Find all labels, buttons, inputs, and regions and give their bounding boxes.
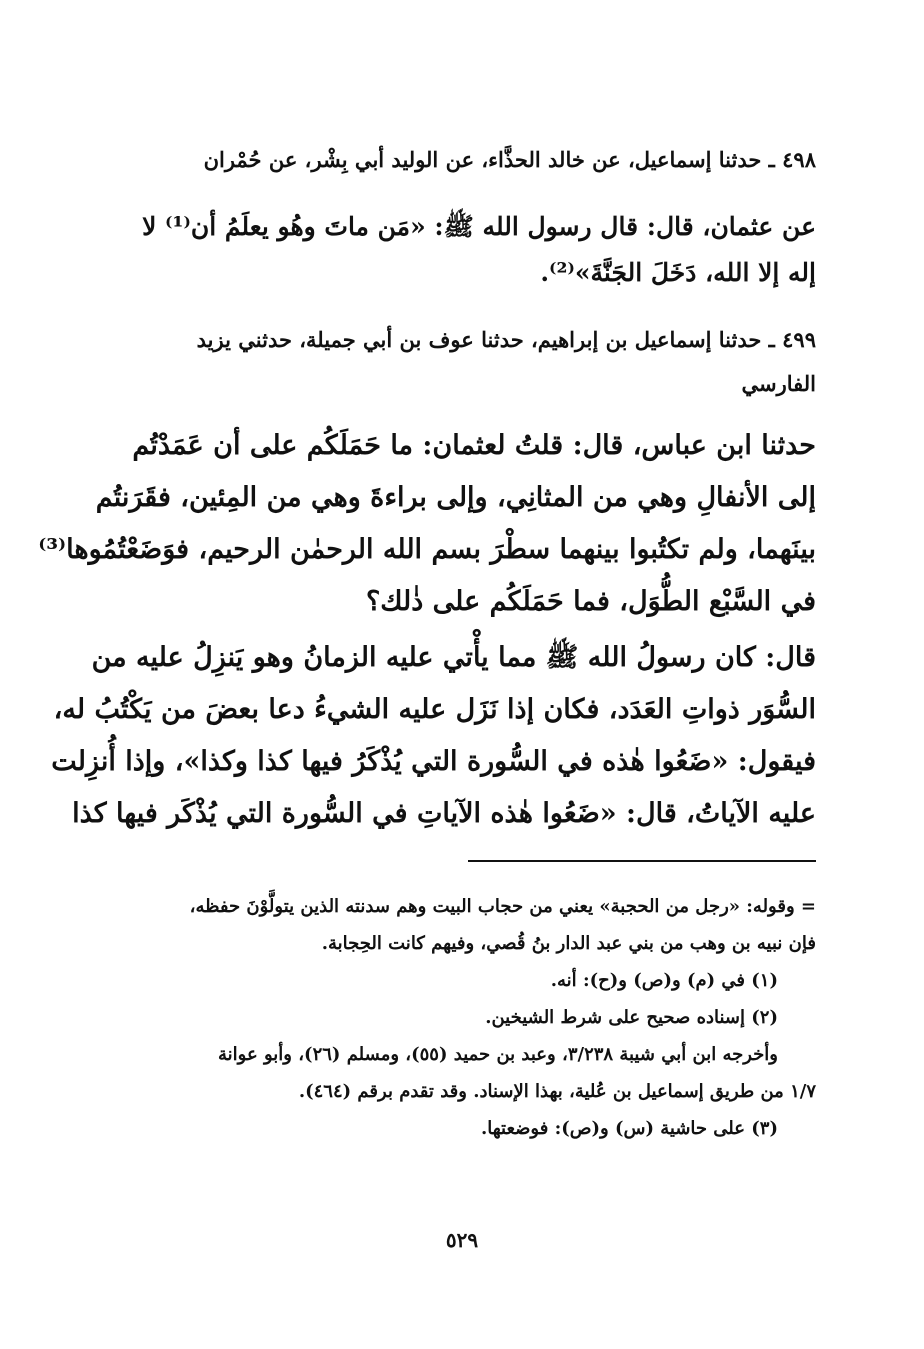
hadith-499-question-line: بينَهما، ولم تكتُبوا بينهما سطْرَ بسم الله الرحمٰن الرحيم، فوَضَعْتُمُوها⁽³⁾ xyxy=(38,534,816,565)
footnote-3: (٣) على حاشية (س) و(ص): فوضعتها. xyxy=(480,1118,778,1139)
hadith-499-answer-line: قال: كان رسولُ الله ﷺ مما يأْتي عليه الزمانُ وهو يَنزِلُ عليه من xyxy=(91,642,816,673)
hadith-498-matn xyxy=(108,204,816,296)
hadith-499-question-line: إلى الأنفالِ وهي من المثانِي، وإلى براءةَ وهي من المِئين، فقَرَنتُم xyxy=(95,482,816,513)
footnote-2-detail: ١/٧ من طريق إسماعيل بن عُلية، بهذا الإسناد. وقد تقدم برقم (٤٦٤). xyxy=(298,1081,816,1102)
footnote-1: (١) في (م) و(ص) و(ح): أنه. xyxy=(550,970,778,991)
hadith-499-answer-line: فيقول: «ضَعُوا هٰذه في السُّورة التي يُذْكَرُ فيها كذا وكذا»، وإذا أُنزِلت xyxy=(51,746,816,777)
footnote-continuation-line: فإن نبيه بن وهب من بني عبد الدار بنُ قُصي، وفيهم كانت الحِجابة. xyxy=(321,933,816,954)
hadith-499-answer-line: عليه الآياتُ، قال: «ضَعُوا هٰذه الآياتِ في السُّورة التي يُذْكَر فيها كذا xyxy=(72,798,816,829)
hadith-498-chain-line: ٤٩٨ ـ حدثنا إسماعيل، عن خالد الحذَّاء، عن الوليد أبي بِشْر، عن حُمْران xyxy=(203,147,816,172)
hadith-499-chain-line: ٤٩٩ ـ حدثنا إسماعيل بن إبراهيم، حدثنا عوف بن أبي جميلة، حدثني يزيد xyxy=(196,327,816,352)
hadith-499-question-line: في السَّبْع الطُّوَل، فما حَمَلَكُم على ذٰلك؟ xyxy=(365,586,816,617)
hadith-499-chain xyxy=(108,318,816,406)
hadith-499-chain-line: الفارسي xyxy=(741,371,816,396)
page-number: ٥٢٩ xyxy=(445,1228,479,1252)
footnote-continuation-line: = وقوله: «رجل من الحجبة» يعني من حجاب البيت وهم سدنته الذين يتولَّوْنَ حفظه، xyxy=(189,896,816,917)
hadith-499-answer-line: السُّوَر ذواتِ العَدَد، فكان إذا نَزَل عليه الشيءُ دعا بعضَ من يَكْتُبُ له، xyxy=(53,694,816,725)
hadith-498-matn-line: إله إلا الله، دَخَلَ الجَنَّةَ»⁽²⁾. xyxy=(540,258,816,287)
footnote-separator xyxy=(468,860,816,862)
footnote-2-detail: وأخرجه ابن أبي شيبة ٣/٢٣٨، وعبد بن حميد (٥٥)، ومسلم (٢٦)، وأبو عوانة xyxy=(218,1044,778,1065)
hadith-499-question-line: حدثنا ابن عباس، قال: قلتُ لعثمان: ما حَمَلَكُم على أن عَمَدْتُم xyxy=(132,430,816,461)
hadith-499-question xyxy=(38,420,816,628)
hadith-498-chain xyxy=(108,138,816,182)
footnotes xyxy=(108,888,816,1147)
footnote-2: (٢) إسناده صحيح على شرط الشيخين. xyxy=(485,1007,778,1028)
hadith-499-answer xyxy=(51,632,816,840)
hadith-498-matn-line: عن عثمان، قال: قال رسول الله ﷺ: «مَن ماتَ وهُو يعلَمُ أن⁽¹⁾ لا xyxy=(142,212,816,241)
